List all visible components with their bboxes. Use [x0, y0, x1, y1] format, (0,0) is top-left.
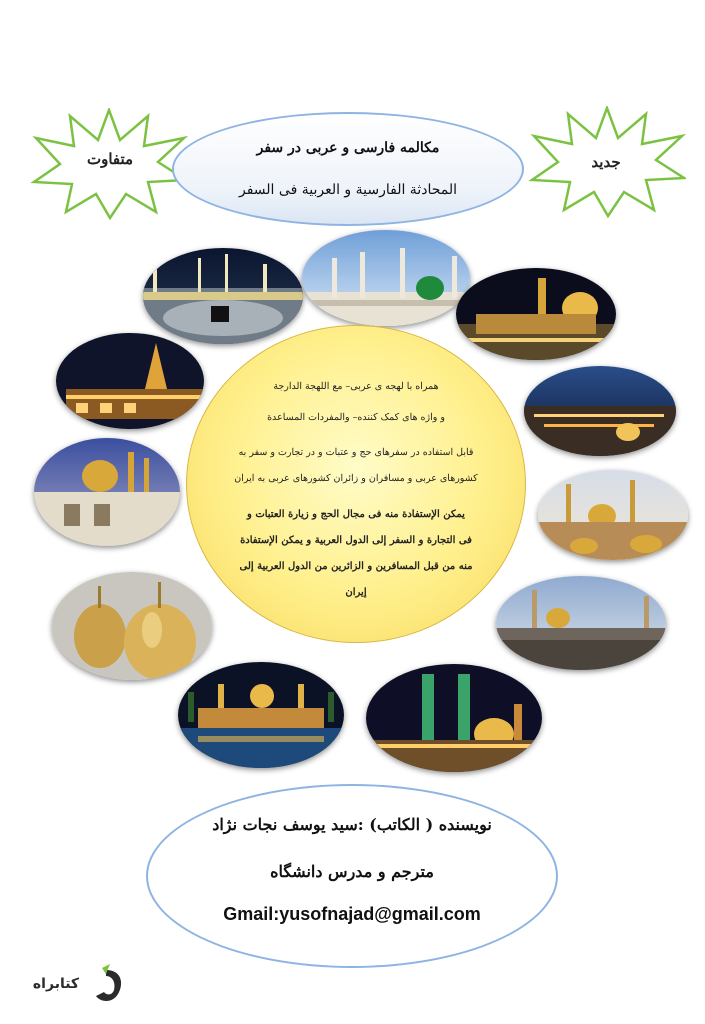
badge-new-label: جدید [591, 153, 621, 171]
photo-aerial-night-city [524, 366, 676, 456]
description-persian-line-3: قابل استفاده در سفرهای حج و عتبات و در تجارت و سفر به [238, 447, 474, 458]
description-arabic-line-3: منه من قبل المسافرين و الزائرين من الدول العربية إلى [239, 561, 473, 572]
description-persian-line-4: کشورهای عربی و مسافران و زائران کشورهای عربی به ایران [234, 473, 478, 484]
author-name: نویسنده ( الکاتب) :سید یوسف نجات نژاد [212, 815, 492, 834]
title-persian: مكالمه فارسی و عربی در سفر [256, 140, 440, 156]
badge-different-label: متفاوت [86, 150, 134, 168]
photo-courtyard-gold-domes [538, 470, 688, 560]
description-arabic-line-2: فی التجارة و السفر إلى الدول العربية و يمكن الإستفادة [240, 535, 472, 546]
photo-green-dome-mosque [302, 230, 470, 326]
photo-crowded-courtyard [496, 576, 666, 670]
photo-golden-dome-minarets [34, 438, 180, 546]
description-persian-line-2: و واژه های کمک کننده– والمفردات المساعدة [267, 412, 445, 423]
photo-kaaba-night [143, 248, 303, 344]
photo-illuminated-shrine [56, 333, 204, 429]
description-persian-line-1: همراه با لهجه ی عربی– مع اللهجة الدارجة [273, 381, 439, 392]
title-arabic: المحادثة الفارسية و العربية فی السفر [239, 182, 457, 198]
author-email: Gmail:yusofnajad@gmail.com [223, 904, 481, 924]
title-oval [172, 112, 524, 226]
ketabrah-logo-text: کتابراه [32, 976, 80, 992]
description-arabic-line-1: يمكن الإستفادة منه فی مجال الحج و زيارة العتبات و [247, 509, 465, 520]
description-arabic-line-4: إيران [345, 587, 367, 598]
photo-twin-golden-domes [52, 572, 212, 680]
ketabrah-logo [18, 962, 128, 1006]
photo-shrine-reflecting-pool [178, 662, 344, 768]
author-role: مترجم و مدرس دانشگاه [270, 862, 434, 881]
photo-golden-shrine-night [456, 268, 616, 360]
photo-shrine-green-minarets [366, 664, 542, 772]
